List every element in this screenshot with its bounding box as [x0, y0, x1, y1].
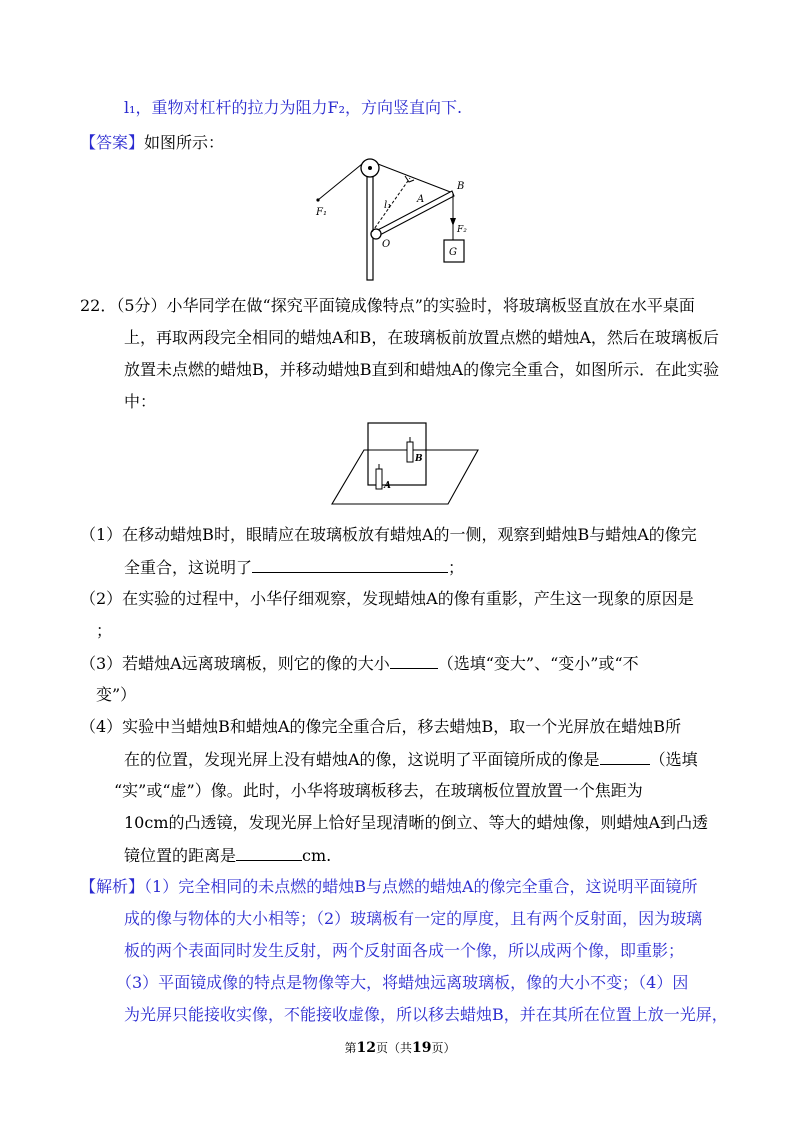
- q22-sub4-line-1: （4）实验中当蜡烛B和蜡烛A的像完全重合后，移去蜡烛B，取一个光屏放在蜡烛B所: [80, 717, 682, 736]
- label-l1: l₁: [384, 200, 392, 211]
- mirror-candle-diagram: [328, 418, 488, 510]
- q22-sub1-line-1: （1）在移动蜡烛B时，眼睛应在玻璃板放有蜡烛A的一侧，观察到蜡烛B与蜡烛A的像完: [80, 525, 697, 544]
- label-f1: F₁: [316, 207, 327, 218]
- answer-blank-3[interactable]: [390, 652, 438, 669]
- table-surface: [332, 450, 478, 504]
- prev-explanation-line: l₁，重物对杠杆的拉力为阻力F₂，方向竖直向下.: [124, 98, 463, 117]
- analysis-line-1: 【解析】（1）完全相同的未点燃的蜡烛B与点燃的蜡烛A的像完全重合，这说明平面镜所: [80, 877, 698, 896]
- pole: [367, 160, 373, 280]
- analysis-line-4: （3）平面镜成像的特点是物像等大，将蜡烛远离玻璃板，像的大小不变；（4）因: [116, 973, 689, 992]
- q22-sub4-line-5: 镜位置的距离是 cm.: [124, 846, 332, 865]
- page-total: 19: [412, 1040, 432, 1056]
- label-g: G: [449, 247, 457, 258]
- q22-line-1: 22．（5分）小华同学在做“探究平面镜成像特点”的实验时，将玻璃板竖直放在水平桌面: [80, 296, 695, 315]
- candle-b: [407, 442, 413, 462]
- q22-line-3: 放置未点燃的蜡烛B，并移动蜡烛B直到和蜡烛A的像完全重合，如图所示．在此实验: [124, 360, 720, 379]
- answer-text: 如图所示：: [144, 133, 225, 152]
- answer-blank-1[interactable]: [252, 556, 448, 573]
- analysis-line-2: 成的像与物体的大小相等；（2）玻璃板有一定的厚度，且有两个反射面，因为玻璃: [124, 909, 703, 928]
- analysis-tag: 【解析】: [80, 877, 145, 896]
- label-candle-a: A: [384, 481, 391, 491]
- label-candle-b: B: [415, 454, 423, 464]
- q22-sub4-line-4: 10cm的凸透镜，发现光屏上恰好呈现清晰的倒立、等大的蜡烛像，则蜡烛A到凸透: [124, 813, 709, 832]
- q22-sub2-line-1: （2）在实验的过程中，小华仔细观察，发现蜡烛A的像有重影，产生这一现象的原因是: [80, 589, 694, 608]
- q22-sub3-line-2: 变”）: [96, 685, 137, 704]
- label-b: B: [457, 181, 465, 192]
- q22-sub4-line-3: “实”或“虚”）像。此时，小华将玻璃板移去，在玻璃板位置放置一个焦距为: [114, 781, 643, 800]
- q22-number: 22．: [80, 296, 117, 315]
- q22-sub2-line-2: ；: [96, 621, 113, 640]
- rope-to-b: [378, 164, 453, 193]
- answer-block: [80, 132, 224, 154]
- candle-a: [376, 469, 382, 489]
- q22-sub4-line-2: 在的位置，发现光屏上没有蜡烛A的像，这说明了平面镜所成的像是 （选填: [124, 750, 698, 769]
- answer-blank-4a[interactable]: [600, 748, 650, 765]
- lever-diagram: [310, 152, 490, 282]
- answer-blank-4b[interactable]: [236, 844, 302, 861]
- q22-line-4: 中：: [124, 392, 157, 411]
- analysis-line-5: 为光屏只能接收实像，不能接收虚像，所以移去蜡烛B，并在其所在位置上放一光屏，: [124, 1005, 728, 1024]
- lever-bar: [374, 191, 454, 237]
- q22-sub1-line-2: 全重合，这说明了 ；: [124, 558, 465, 577]
- page-number: 12: [356, 1040, 376, 1056]
- page-footer: 第12页（共19页）: [344, 1040, 456, 1056]
- label-a: A: [417, 194, 425, 205]
- label-f2: F₂: [457, 225, 467, 235]
- q22-line-2: 上，再取两段完全相同的蜡烛A和B，在玻璃板前放置点燃的蜡烛A，然后在玻璃板后: [124, 328, 719, 347]
- rope-f1: [318, 164, 362, 200]
- q22-sub3-line-1: （3）若蜡烛A远离玻璃板，则它的像的大小 （选填“变大”、“变小”或“不: [80, 654, 639, 673]
- answer-tag: 【答案】: [80, 133, 145, 152]
- label-o: O: [382, 239, 391, 250]
- analysis-line-3: 板的两个表面同时发生反射，两个反射面各成一个像，所以成两个像，即重影；: [124, 941, 685, 960]
